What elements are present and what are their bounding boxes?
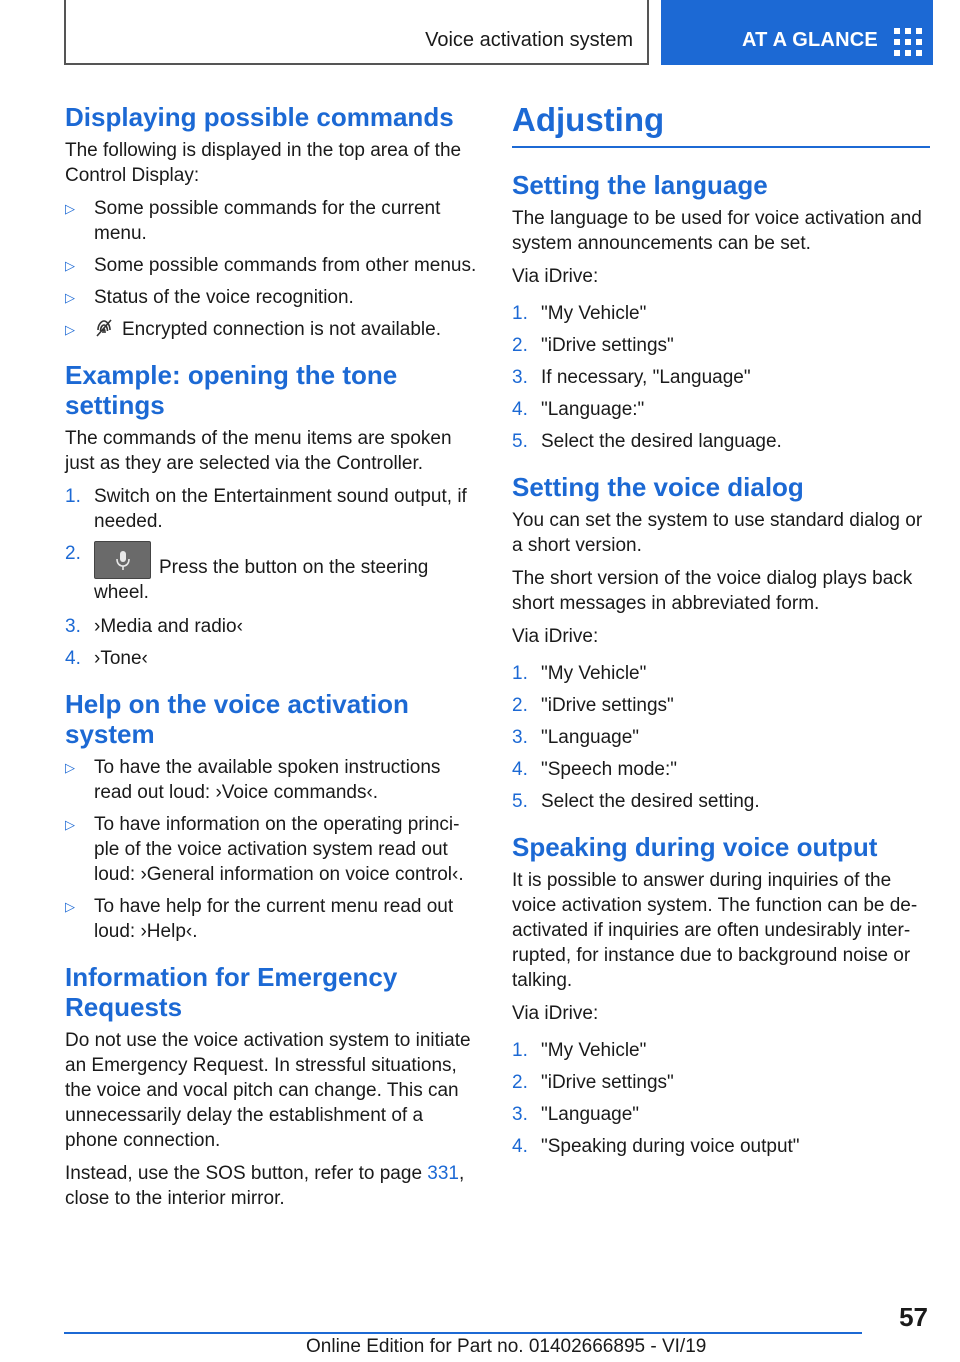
list-item: 1. "My Vehicle"	[512, 1040, 647, 1061]
list-item: 1. "My Vehicle"	[512, 303, 647, 324]
numbered-list	[65, 484, 477, 671]
header-section-tab[interactable]	[661, 0, 933, 65]
paragraph: The commands of the menu items are spoken just as they are selected via the Controller.	[65, 428, 452, 474]
list-item: ▷ Status of the voice recognition.	[65, 287, 354, 308]
triangle-bullet-icon: ▷	[65, 817, 75, 832]
list-item: ▷ To have information on the operating principle of the voice activation system read out loud: ›General information on voice control‹.	[65, 814, 464, 885]
numbered-list	[512, 1038, 930, 1159]
list-item: 2. "iDrive settings"	[512, 695, 674, 716]
section-title-voice-dialog: Setting the voice dialog	[512, 472, 804, 502]
via-label: Via iDrive:	[512, 266, 599, 287]
via-label: Via iDrive:	[512, 626, 599, 647]
list-item: 2. "iDrive settings"	[512, 335, 674, 356]
list-item: 5. Select the desired setting.	[512, 791, 760, 812]
numbered-list	[512, 301, 930, 454]
list-item: 4. ›Tone‹	[65, 648, 148, 669]
paragraph: Do not use the voice activation system to initiate an Emergency Request. In stressful situations, the voice and vocal pitch can change. This can unnecessarily delay the establishment of a phone connection.	[65, 1030, 471, 1151]
list-item: ▷ To have the available spoken instructions read out loud: ›Voice commands‹.	[65, 757, 441, 803]
list-item: 3. If necessary, "Language"	[512, 367, 751, 388]
section-title-displaying-commands: Displaying possible commands	[65, 102, 454, 132]
list-item: 3. "Language"	[512, 1104, 640, 1125]
footer-divider	[64, 1332, 862, 1334]
via-label: Via iDrive:	[512, 1003, 599, 1024]
bullet-list	[65, 755, 477, 944]
encryption-unavailable-icon	[94, 318, 114, 338]
list-item: 1. "My Vehicle"	[512, 663, 647, 684]
list-item: ▷ Some possible commands from other menus.	[65, 255, 477, 276]
list-item: 4. "Speaking during voice output"	[512, 1136, 800, 1157]
paragraph: Instead, use the SOS button, refer to page 331, close to the interior mirror.	[65, 1163, 465, 1209]
list-item: ▷ Some possible commands for the current menu.	[65, 198, 441, 244]
list-item: 1. Switch on the Entertainment sound output, if needed.	[65, 486, 467, 532]
list-item: 3. "Language"	[512, 727, 640, 748]
list-item: 2. Press the button on the steering wheel.	[65, 543, 429, 603]
paragraph: The short version of the voice dialog plays back short messages in abbreviated form.	[512, 568, 913, 614]
list-item: 2. "iDrive settings"	[512, 1072, 674, 1093]
triangle-bullet-icon: ▷	[65, 258, 75, 273]
list-item: 3. ›Media and radio‹	[65, 616, 243, 637]
grid-icon	[894, 28, 922, 56]
chapter-title: Voice activation system	[425, 29, 633, 51]
header-chapter-box	[64, 0, 649, 65]
paragraph: It is possible to answer during inquiries of the voice activation system. The function can be deactivated if inquiries are often undesirably interrupted, for instance due to background noise or talking.	[512, 870, 918, 991]
chapter-heading-adjusting: Adjusting	[512, 100, 930, 148]
list-item: ▷ To have help for the current menu read out loud: ›Help‹.	[65, 896, 454, 942]
list-item: ▷ Encrypted connection is not available.	[65, 319, 441, 340]
page-number: 57	[899, 1302, 928, 1332]
section-title-help: Help on the voice activation system	[65, 689, 409, 749]
numbered-list	[512, 661, 930, 814]
triangle-bullet-icon: ▷	[65, 322, 75, 337]
paragraph: The language to be used for voice activation and system announcements can be set.	[512, 208, 922, 254]
section-title-speaking: Speaking during voice output	[512, 832, 878, 862]
list-item: 5. Select the desired language.	[512, 431, 782, 452]
left-column	[65, 100, 477, 1219]
page-reference-link[interactable]: 331	[427, 1163, 459, 1184]
voice-button-icon	[94, 541, 151, 579]
section-title-emergency: Information for Emergency Requests	[65, 962, 398, 1022]
edition-footer: Online Edition for Part no. 01402666895 - VI/19	[306, 1336, 707, 1357]
list-item: 4. "Speech mode:"	[512, 759, 678, 780]
right-column	[512, 100, 930, 1166]
section-label: AT A GLANCE	[742, 29, 878, 51]
bullet-list	[65, 196, 477, 342]
paragraph: The following is displayed in the top area of the Control Display:	[65, 140, 462, 186]
list-item: 4. "Language:"	[512, 399, 645, 420]
triangle-bullet-icon: ▷	[65, 760, 75, 775]
triangle-bullet-icon: ▷	[65, 201, 75, 216]
triangle-bullet-icon: ▷	[65, 290, 75, 305]
section-title-language: Setting the language	[512, 170, 768, 200]
paragraph: You can set the system to use standard dialog or a short version.	[512, 510, 923, 556]
triangle-bullet-icon: ▷	[65, 899, 75, 914]
section-title-tone-settings: Example: opening the tone settings	[65, 360, 398, 420]
